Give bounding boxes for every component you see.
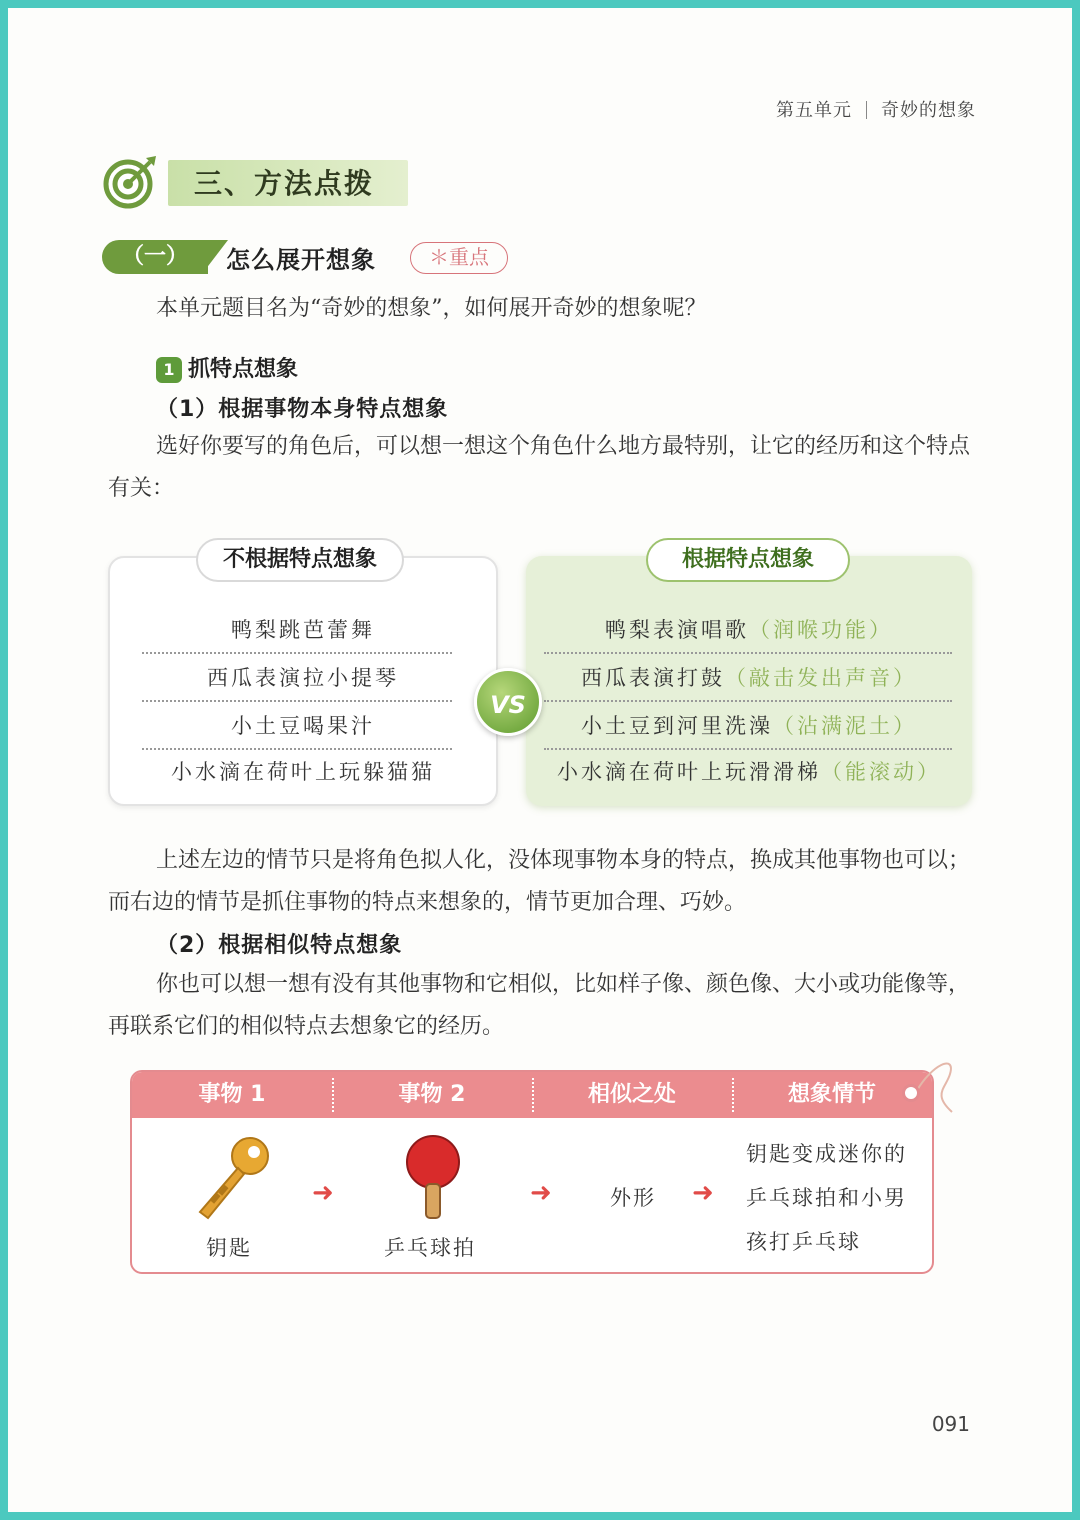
point-title: 抓特点想象: [188, 357, 299, 382]
sub2-paragraph: 你也可以想一想有没有其他事物和它相似，比如样子像、颜色像、大小或功能像等，再联系它们的相似特点去想象它的经历。: [108, 972, 971, 1039]
arrow-right-icon: ➜: [312, 1178, 334, 1208]
thing2-label: 乒乓球拍: [384, 1236, 476, 1260]
right-row-note: （敲击发出声音）: [725, 666, 917, 690]
tag-string-icon: [912, 1054, 956, 1114]
right-row: [536, 710, 962, 740]
row-divider: [142, 748, 452, 750]
arrow-right-icon: ➜: [692, 1178, 714, 1208]
right-row-text: 小水滴在荷叶上玩滑滑梯: [557, 760, 821, 784]
similarity-table: [130, 1070, 934, 1274]
comparison-left-title: 不根据特点想象: [196, 538, 404, 582]
vs-badge: VS: [474, 668, 542, 736]
summary-paragraph: 上述左边的情节只是将角色拟人化，没体现事物本身的特点，换成其他事物也可以；而右边的情节是抓住事物的特点来想象的，情节更加合理、巧妙。: [108, 848, 971, 915]
right-row-note: （沾满泥土）: [773, 714, 917, 738]
left-row: 鸭梨跳芭蕾舞: [231, 618, 375, 642]
subsection-number-tail: [202, 240, 228, 274]
thing1-label: 钥匙: [206, 1236, 252, 1260]
right-row: [536, 756, 962, 786]
row-divider: [544, 748, 952, 750]
point-number: 1: [156, 357, 182, 383]
right-row: [536, 614, 962, 644]
point-heading: [156, 352, 298, 382]
key-point-badge: ＊重点: [410, 242, 508, 274]
subsection-title: 怎么展开想象: [226, 246, 376, 274]
row-divider: [142, 652, 452, 654]
left-row: 西瓜表演拉小提琴: [207, 666, 399, 690]
key-icon: [194, 1134, 274, 1224]
right-row-note: （能滚动）: [821, 760, 941, 784]
comparison-right-title: 根据特点想象: [646, 538, 850, 582]
sub2-title: （2）根据相似特点想象: [156, 933, 403, 958]
left-row: 小土豆喝果汁: [231, 714, 375, 738]
table-header-cell: 相似之处: [587, 1082, 676, 1107]
right-row-note: （润喉功能）: [749, 618, 893, 642]
subsection-heading: [102, 238, 522, 278]
plot-line: 钥匙变成迷你的: [746, 1142, 907, 1166]
plot-line: 乒乓球拍和小男: [746, 1186, 907, 1210]
sub1-title: （1）根据事物本身特点想象: [156, 397, 449, 422]
plot-line: 孩打乒乓球: [746, 1230, 861, 1254]
page-number: 091: [931, 1412, 970, 1436]
right-row-text: 鸭梨表演唱歌: [605, 618, 749, 642]
unit-label: 第五单元: [776, 100, 852, 121]
sub1-paragraph: 选好你要写的角色后，可以想一想这个角色什么地方最特别，让它的经历和这个特点有关：: [108, 434, 971, 501]
section-heading: [102, 150, 422, 210]
similarity-label: 外形: [610, 1186, 656, 1210]
page-header: [776, 96, 976, 122]
tag-hole-icon: [902, 1084, 920, 1102]
right-row: [536, 662, 962, 692]
table-header-cell: 事物 2: [398, 1082, 466, 1107]
intro-paragraph: 本单元题目名为“奇妙的想象”，如何展开奇妙的想象呢？: [156, 296, 707, 321]
header-divider: [866, 101, 867, 119]
ping-pong-paddle-icon: [398, 1132, 468, 1222]
arrow-right-icon: ➜: [530, 1178, 552, 1208]
subsection-number: （一）: [102, 240, 208, 274]
unit-title: 奇妙的想象: [881, 100, 976, 121]
row-divider: [544, 700, 952, 702]
table-header-cell: 想象情节: [787, 1082, 876, 1107]
table-header-cell: 事物 1: [198, 1082, 266, 1107]
left-row: 小水滴在荷叶上玩躲猫猫: [171, 760, 435, 784]
target-icon: [102, 154, 158, 210]
row-divider: [544, 652, 952, 654]
section-title: 三、方法点拨: [194, 167, 375, 200]
right-row-text: 西瓜表演打鼓: [581, 666, 725, 690]
right-row-text: 小土豆到河里洗澡: [581, 714, 773, 738]
row-divider: [142, 700, 452, 702]
